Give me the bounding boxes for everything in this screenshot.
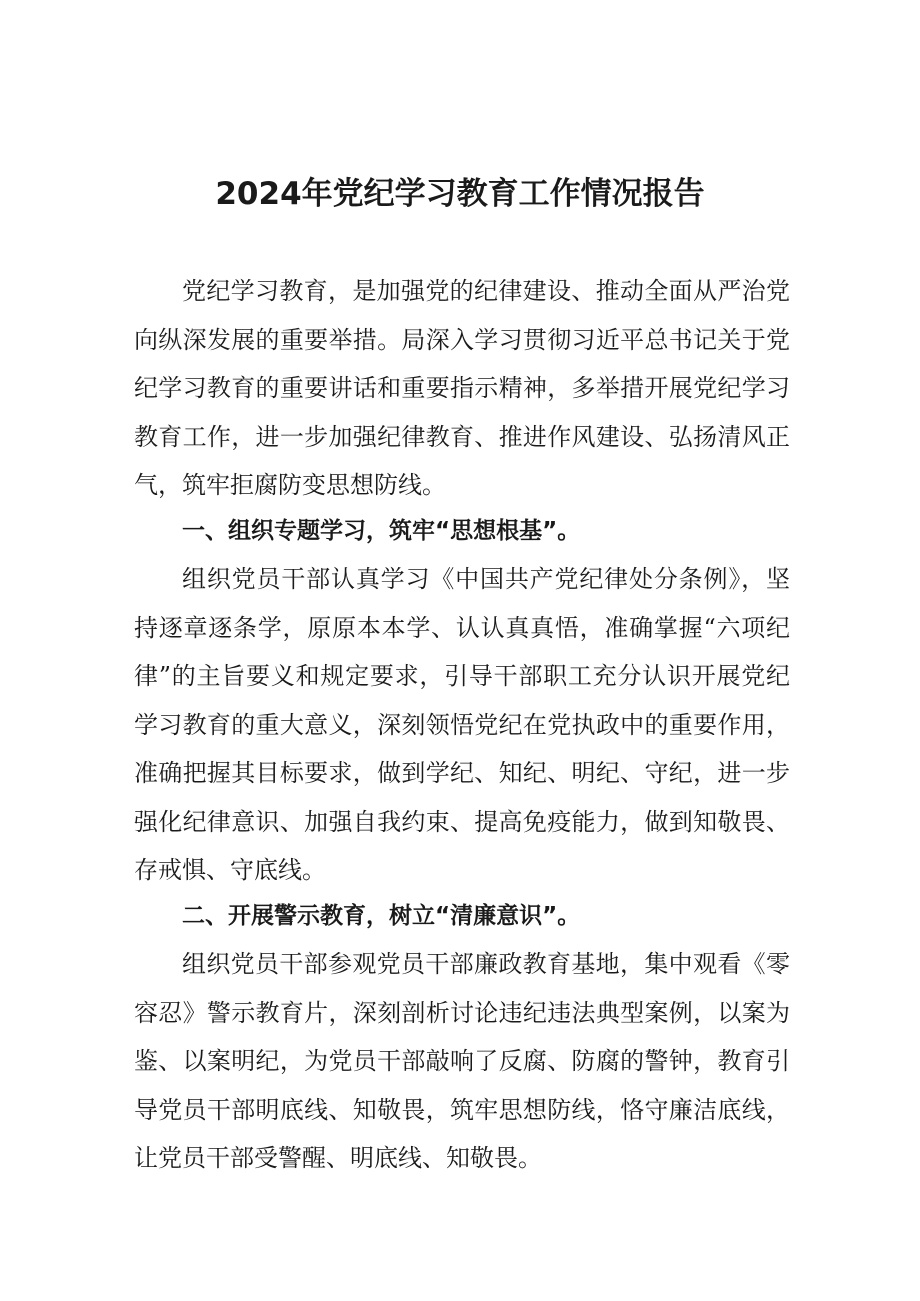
section-2-paragraph: 组织党员干部参观党员干部廉政教育基地，集中观看《零容忍》警示教育片，深刻剖析讨论违纪违法典型案例，以案为鉴、以案明纪，为党员干部敲响了反腐、防腐的警钟，教育引导党员干部明底线、知敬畏，筑牢思想防线，恪守廉洁底线，让党员干部受警醒、明底线、知敬畏。	[134, 950, 790, 1172]
section-2-heading: 二、开展警示教育，树立“清廉意识”。	[182, 903, 581, 929]
intro-paragraph: 党纪学习教育，是加强党的纪律建设、推动全面从严治党向纵深发展的重要举措。局深入学习贯彻习近平总书记关于党纪学习教育的重要讲话和重要指示精神，多举措开展党纪学习教育工作，进一步加强纪律教育、推进作风建设、弘扬清风正气，筑牢拒腐防变思想防线。	[134, 277, 790, 499]
section-1-paragraph: 组织党员干部认真学习《中国共产党纪律处分条例》，坚持逐章逐条学，原原本本学、认认真真悟，准确掌握“六项纪律”的主旨要义和规定要求，引导干部职工充分认识开展党纪学习教育的重大意义，深刻领悟党纪在党执政中的重要作用，准确把握其目标要求，做到学纪、知纪、明纪、守纪，进一步强化纪律意识、加强自我约束、提高免疫能力，做到知敬畏、存戒惧、守底线。	[134, 565, 790, 884]
document-title: 2024年党纪学习教育工作情况报告	[215, 176, 705, 212]
section-1-heading: 一、组织专题学习，筑牢“思想根基”。	[182, 518, 581, 544]
